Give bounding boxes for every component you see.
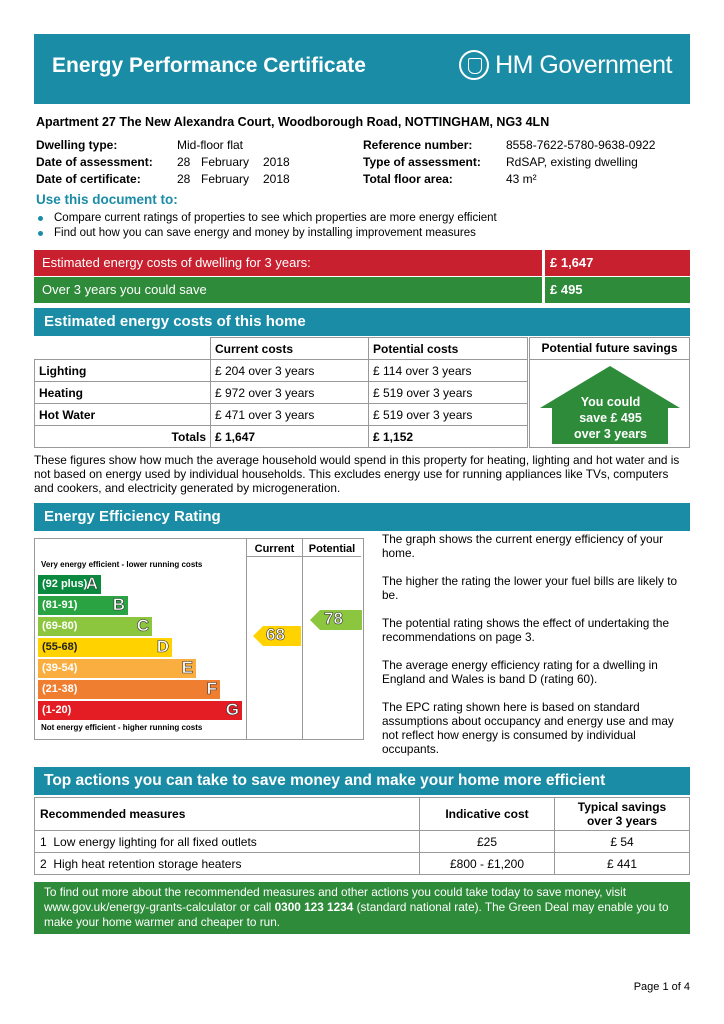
col-current-costs: Current costs <box>211 338 369 360</box>
crest-icon <box>459 50 489 80</box>
col-savings-line2: over 3 years <box>586 814 658 828</box>
col-cost: Indicative cost <box>420 798 555 831</box>
band-letter: E <box>181 658 193 677</box>
arrow-line-1: You could <box>580 395 641 409</box>
footer-phone: 0300 123 1234 <box>274 900 354 914</box>
cert-date-label: Date of certificate: <box>36 172 141 186</box>
hm-government-logo <box>459 50 672 80</box>
total-potential: £ 1,152 <box>369 426 528 448</box>
eer-para: The average energy efficiency rating for a dwelling in England and Wales is band D (rating 60). <box>382 658 658 686</box>
row-current: £ 204 over 3 years <box>211 360 369 382</box>
costs-note: These figures show how much the average household would spend in this property for heating, lighting and hot water and is not based on energy used by individual households. This excludes energy use for running appliances like TVs, computers and cookers, and electricity generated by microgeneration. <box>34 453 680 495</box>
info-right <box>363 138 655 189</box>
measure-cell <box>35 831 420 853</box>
row-current: £ 972 over 3 years <box>211 382 369 404</box>
assess-day: 28 <box>177 155 191 169</box>
area-value: 43 m² <box>506 172 537 186</box>
dwelling-type-label: Dwelling type: <box>36 138 118 152</box>
col-current: Current <box>254 543 295 555</box>
info-left <box>36 138 290 189</box>
table-row <box>35 831 690 853</box>
row-label: Lighting <box>35 360 211 382</box>
band-range: (92 plus) <box>42 578 88 590</box>
future-savings-box <box>529 337 690 448</box>
col-savings-line1: Typical savings <box>577 800 667 814</box>
band-letter: G <box>225 700 239 719</box>
row-label: Hot Water <box>35 404 211 426</box>
costs-table <box>34 337 528 448</box>
use-bullet: Find out how you can save energy and money by installing improvement measures <box>36 227 497 239</box>
row-potential: £ 519 over 3 years <box>369 382 528 404</box>
total-current: £ 1,647 <box>211 426 369 448</box>
band-letter: A <box>85 574 98 593</box>
table-row <box>35 404 528 426</box>
current-rating-value: 68 <box>266 625 285 644</box>
band-letter: B <box>112 595 125 614</box>
header-banner <box>34 34 690 104</box>
col-savings <box>555 798 690 831</box>
table-row <box>35 360 528 382</box>
row-label: Heating <box>35 382 211 404</box>
savings-arrow-text <box>530 394 691 442</box>
eer-para: The EPC rating shown here is based on standard assumptions about occupancy and energy use and may not reflect how energy is consumed by individual occupants. <box>382 700 674 756</box>
measure-num: 2 <box>40 856 47 871</box>
band-b <box>38 596 128 615</box>
band-c <box>38 617 152 636</box>
col-future-savings: Potential future savings <box>530 338 689 360</box>
measure-cost: £800 - £1,200 <box>420 853 555 875</box>
savings-bar <box>34 277 690 303</box>
col-measures: Recommended measures <box>35 798 420 831</box>
band-range: (55-68) <box>42 641 78 653</box>
eer-top-label: Very energy efficient - lower running costs <box>41 560 203 569</box>
savings-value: £ 495 <box>550 282 583 297</box>
footer-text-b: (standard national rate). The Green Deal may enable you to make your home warmer and cheaper to run. <box>44 900 669 929</box>
eer-heading: Energy Efficiency Rating <box>34 503 690 531</box>
totals-label: Totals <box>35 426 211 448</box>
page-number: Page 1 of 4 <box>633 981 690 993</box>
band-g <box>38 701 242 720</box>
band-letter: C <box>136 616 149 635</box>
band-range: (69-80) <box>42 620 78 632</box>
band-range: (1-20) <box>42 704 72 716</box>
actions-heading: Top actions you can take to save money and make your home more efficient <box>34 767 690 795</box>
band-e <box>38 659 196 678</box>
cert-year: 2018 <box>263 172 290 186</box>
eer-para: The graph shows the current energy efficiency of your home. <box>382 532 664 560</box>
costs-heading: Estimated energy costs of this home <box>34 308 690 336</box>
estimated-cost-label: Estimated energy costs of dwelling for 3 years: <box>42 255 311 270</box>
measure-cost: £25 <box>420 831 555 853</box>
ref-label: Reference number: <box>363 138 473 152</box>
measure-text: High heat retention storage heaters <box>53 856 242 871</box>
eer-bottom-label: Not energy efficient - higher running costs <box>41 723 203 732</box>
band-letter: D <box>156 637 169 656</box>
assess-month: February <box>201 155 250 169</box>
band-range: (21-38) <box>42 683 78 695</box>
eer-para: The potential rating shows the effect of undertaking the recommendations on page 3. <box>382 616 670 644</box>
cert-day: 28 <box>177 172 191 186</box>
band-letter: F <box>206 679 217 698</box>
row-potential: £ 519 over 3 years <box>369 404 528 426</box>
page-title: Energy Performance Certificate <box>52 54 366 77</box>
area-label: Total floor area: <box>363 172 453 186</box>
measure-saving: £ 54 <box>555 831 690 853</box>
band-a <box>38 575 101 594</box>
col-potential: Potential <box>308 543 356 555</box>
estimated-cost-value: £ 1,647 <box>550 255 594 270</box>
assess-date-label: Date of assessment: <box>36 155 153 169</box>
row-current: £ 471 over 3 years <box>211 404 369 426</box>
assess-year: 2018 <box>263 155 290 169</box>
measure-cell <box>35 853 420 875</box>
type-value: RdSAP, existing dwelling <box>506 155 638 169</box>
eer-explanation <box>382 532 690 770</box>
footer-info-box <box>34 882 690 934</box>
col-potential-costs: Potential costs <box>369 338 528 360</box>
band-f <box>38 680 220 699</box>
use-bullet: Compare current ratings of properties to see which properties are more energy efficient <box>36 212 497 224</box>
arrow-line-2: save £ 495 <box>579 411 642 425</box>
measure-saving: £ 441 <box>555 853 690 875</box>
band-range: (81-91) <box>42 599 78 611</box>
use-bullets <box>36 212 497 242</box>
band-d <box>38 638 172 657</box>
band-range: (39-54) <box>42 662 78 674</box>
type-label: Type of assessment: <box>363 155 481 169</box>
measure-text: Low energy lighting for all fixed outlets <box>53 834 257 849</box>
footer-text-a: To find out more about the recommended measures and other actions you could take today to save money, visit www.gov.uk/energy-grants-calculator or call <box>44 885 627 914</box>
row-potential: £ 114 over 3 years <box>369 360 528 382</box>
actions-table <box>34 797 690 875</box>
table-row <box>35 853 690 875</box>
property-address: Apartment 27 The New Alexandra Court, Woodborough Road, NOTTINGHAM, NG3 4LN <box>36 115 550 129</box>
table-row <box>35 382 528 404</box>
ref-value: 8558-7622-5780-9638-0922 <box>506 138 656 152</box>
dwelling-type-value: Mid-floor flat <box>177 138 244 152</box>
use-heading: Use this document to: <box>36 192 178 207</box>
measure-num: 1 <box>40 834 47 849</box>
hm-government-text: HM Government <box>495 50 672 79</box>
totals-row <box>35 426 528 448</box>
arrow-line-3: over 3 years <box>574 427 647 441</box>
estimated-cost-bar <box>34 250 690 276</box>
potential-rating-value: 78 <box>324 609 343 628</box>
cert-month: February <box>201 172 250 186</box>
eer-para: The higher the rating the lower your fuel bills are likely to be. <box>382 574 678 602</box>
savings-label: Over 3 years you could save <box>42 282 207 297</box>
